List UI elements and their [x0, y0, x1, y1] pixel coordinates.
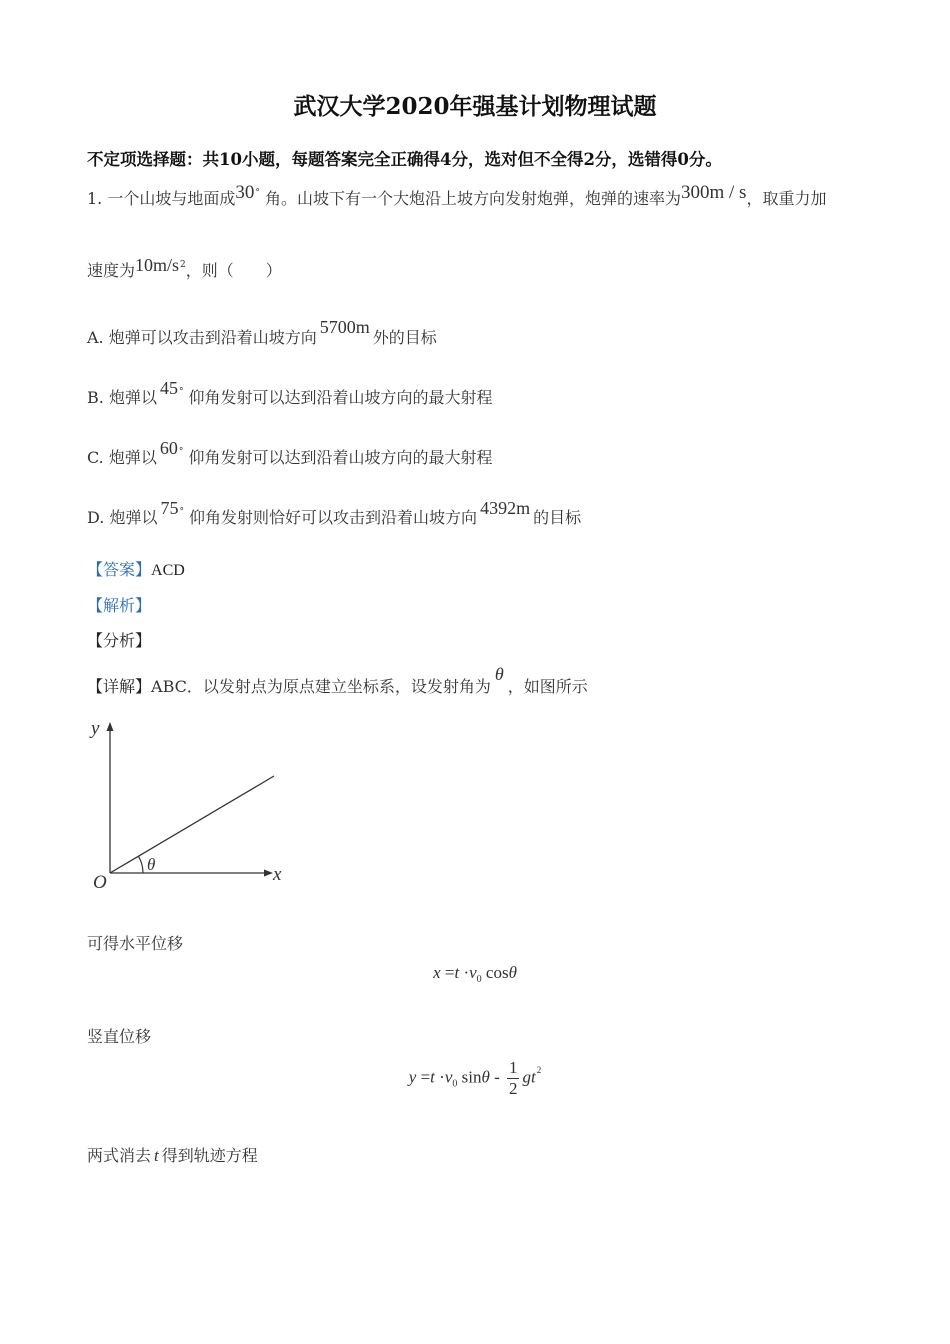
option-value: 60	[159, 438, 178, 458]
eq-var: t	[454, 963, 460, 982]
question-line-2	[87, 255, 282, 281]
answer-line	[87, 557, 185, 580]
option-text: 炮弹以	[109, 508, 158, 527]
option-c	[87, 438, 493, 468]
origin-label: O	[93, 872, 107, 893]
eq-var: v	[469, 963, 477, 982]
option-label: B.	[87, 388, 104, 407]
option-text: 仰角发射可以达到沿着山坡方向的最大射程	[188, 388, 493, 407]
option-label: C.	[87, 448, 104, 467]
eq-var: x	[433, 963, 441, 982]
question-text: 角。山坡下有一个大炮沿上坡方向发射炮弹，炮弹的速率为	[264, 189, 681, 208]
launch-line	[110, 776, 274, 873]
eliminate-text: 两式消去	[87, 1146, 152, 1165]
eq-exponent: 2	[536, 1065, 542, 1076]
detail-line	[87, 664, 588, 697]
detail-label: 【详解】	[87, 677, 152, 696]
fenxi-label: 【分析】	[87, 631, 152, 650]
option-value: 4392m	[480, 498, 531, 518]
eq-var: y	[408, 1067, 417, 1087]
option-text: 炮弹以	[108, 388, 157, 407]
page-title: 武汉大学2020年强基计划物理试题	[293, 93, 657, 120]
eq-function: sin	[461, 1067, 482, 1087]
answer-value: ACD	[151, 562, 185, 579]
eq-sign: =	[444, 963, 455, 982]
instructions: 不定项选择题：共10小题，每题答案完全正确得4分，选对但不全得2分，选错得0分。	[87, 150, 722, 169]
angle-arc	[138, 856, 143, 873]
x-axis-label: x	[273, 864, 282, 885]
eq-dot: ·	[463, 963, 470, 982]
eq-theta: θ	[508, 963, 517, 982]
theta-symbol: θ	[494, 664, 504, 684]
option-text: 外的目标	[372, 328, 437, 347]
y-axis-label: y	[91, 718, 100, 739]
eq-subscript: 0	[452, 1078, 458, 1090]
equation-horizontal	[0, 963, 950, 985]
answer-label: 【答案】	[87, 560, 152, 579]
y-axis-arrow	[107, 722, 114, 731]
eq-subscript: 0	[476, 974, 482, 985]
slope-angle: 30	[235, 182, 255, 203]
fraction-denominator: 2	[508, 1079, 518, 1098]
eq-function: cos	[485, 963, 509, 982]
degree-mark: °	[178, 387, 184, 397]
option-text: 炮弹可以攻击到沿着山坡方向	[108, 328, 317, 347]
eq-var: t	[154, 1146, 159, 1165]
equation-vertical	[0, 1058, 950, 1099]
question-text: ，取重力加	[746, 189, 827, 208]
eq-var: v	[444, 1067, 453, 1087]
gravity-exponent: 2	[180, 260, 186, 270]
eq-dot: ·	[439, 1067, 445, 1087]
eq-sign: =	[420, 1067, 431, 1087]
degree-mark: °	[255, 188, 260, 198]
x-axis-arrow	[264, 870, 273, 877]
option-a	[87, 317, 437, 348]
detail-text: ABC．以发射点为原点建立坐标系，设发射角为	[151, 677, 491, 696]
eq-var: gt	[522, 1067, 536, 1087]
analysis-label: 【解析】	[87, 596, 152, 615]
question-text: 速度为	[87, 261, 136, 280]
option-b	[87, 378, 493, 408]
question-number: 1.	[87, 189, 103, 208]
option-value: 5700m	[319, 317, 370, 337]
option-label: D.	[87, 508, 105, 527]
question-text: ，则（ ）	[185, 261, 282, 280]
eliminate-line	[87, 1143, 258, 1166]
detail-text: ，如图所示	[507, 677, 588, 696]
fraction-numerator: 1	[508, 1058, 518, 1077]
option-text: 仰角发射则恰好可以攻击到沿着山坡方向	[189, 508, 478, 527]
option-text: 的目标	[533, 508, 582, 527]
gravity-value: 10m/s	[135, 255, 180, 275]
eq-fraction	[507, 1058, 520, 1099]
eliminate-text: 得到轨迹方程	[161, 1146, 258, 1165]
option-label: A.	[87, 328, 104, 347]
coordinate-figure	[85, 710, 300, 895]
option-text: 炮弹以	[108, 448, 157, 467]
eq-var: t	[430, 1067, 435, 1087]
shell-speed: 300m / s	[680, 182, 747, 203]
degree-mark: °	[178, 447, 184, 457]
question-text: 一个山坡与地面成	[107, 189, 236, 208]
eq-theta: θ	[481, 1067, 490, 1087]
option-value: 45	[159, 378, 178, 398]
degree-mark: °	[179, 507, 184, 517]
option-value: 75	[160, 498, 179, 518]
angle-label: θ	[147, 855, 156, 874]
vertical-label: 竖直位移	[87, 1027, 152, 1046]
eq-minus: -	[494, 1067, 500, 1087]
question-line-1	[87, 182, 827, 210]
option-text: 仰角发射可以达到沿着山坡方向的最大射程	[188, 448, 493, 467]
horizontal-label: 可得水平位移	[87, 934, 184, 953]
option-d	[87, 498, 582, 528]
